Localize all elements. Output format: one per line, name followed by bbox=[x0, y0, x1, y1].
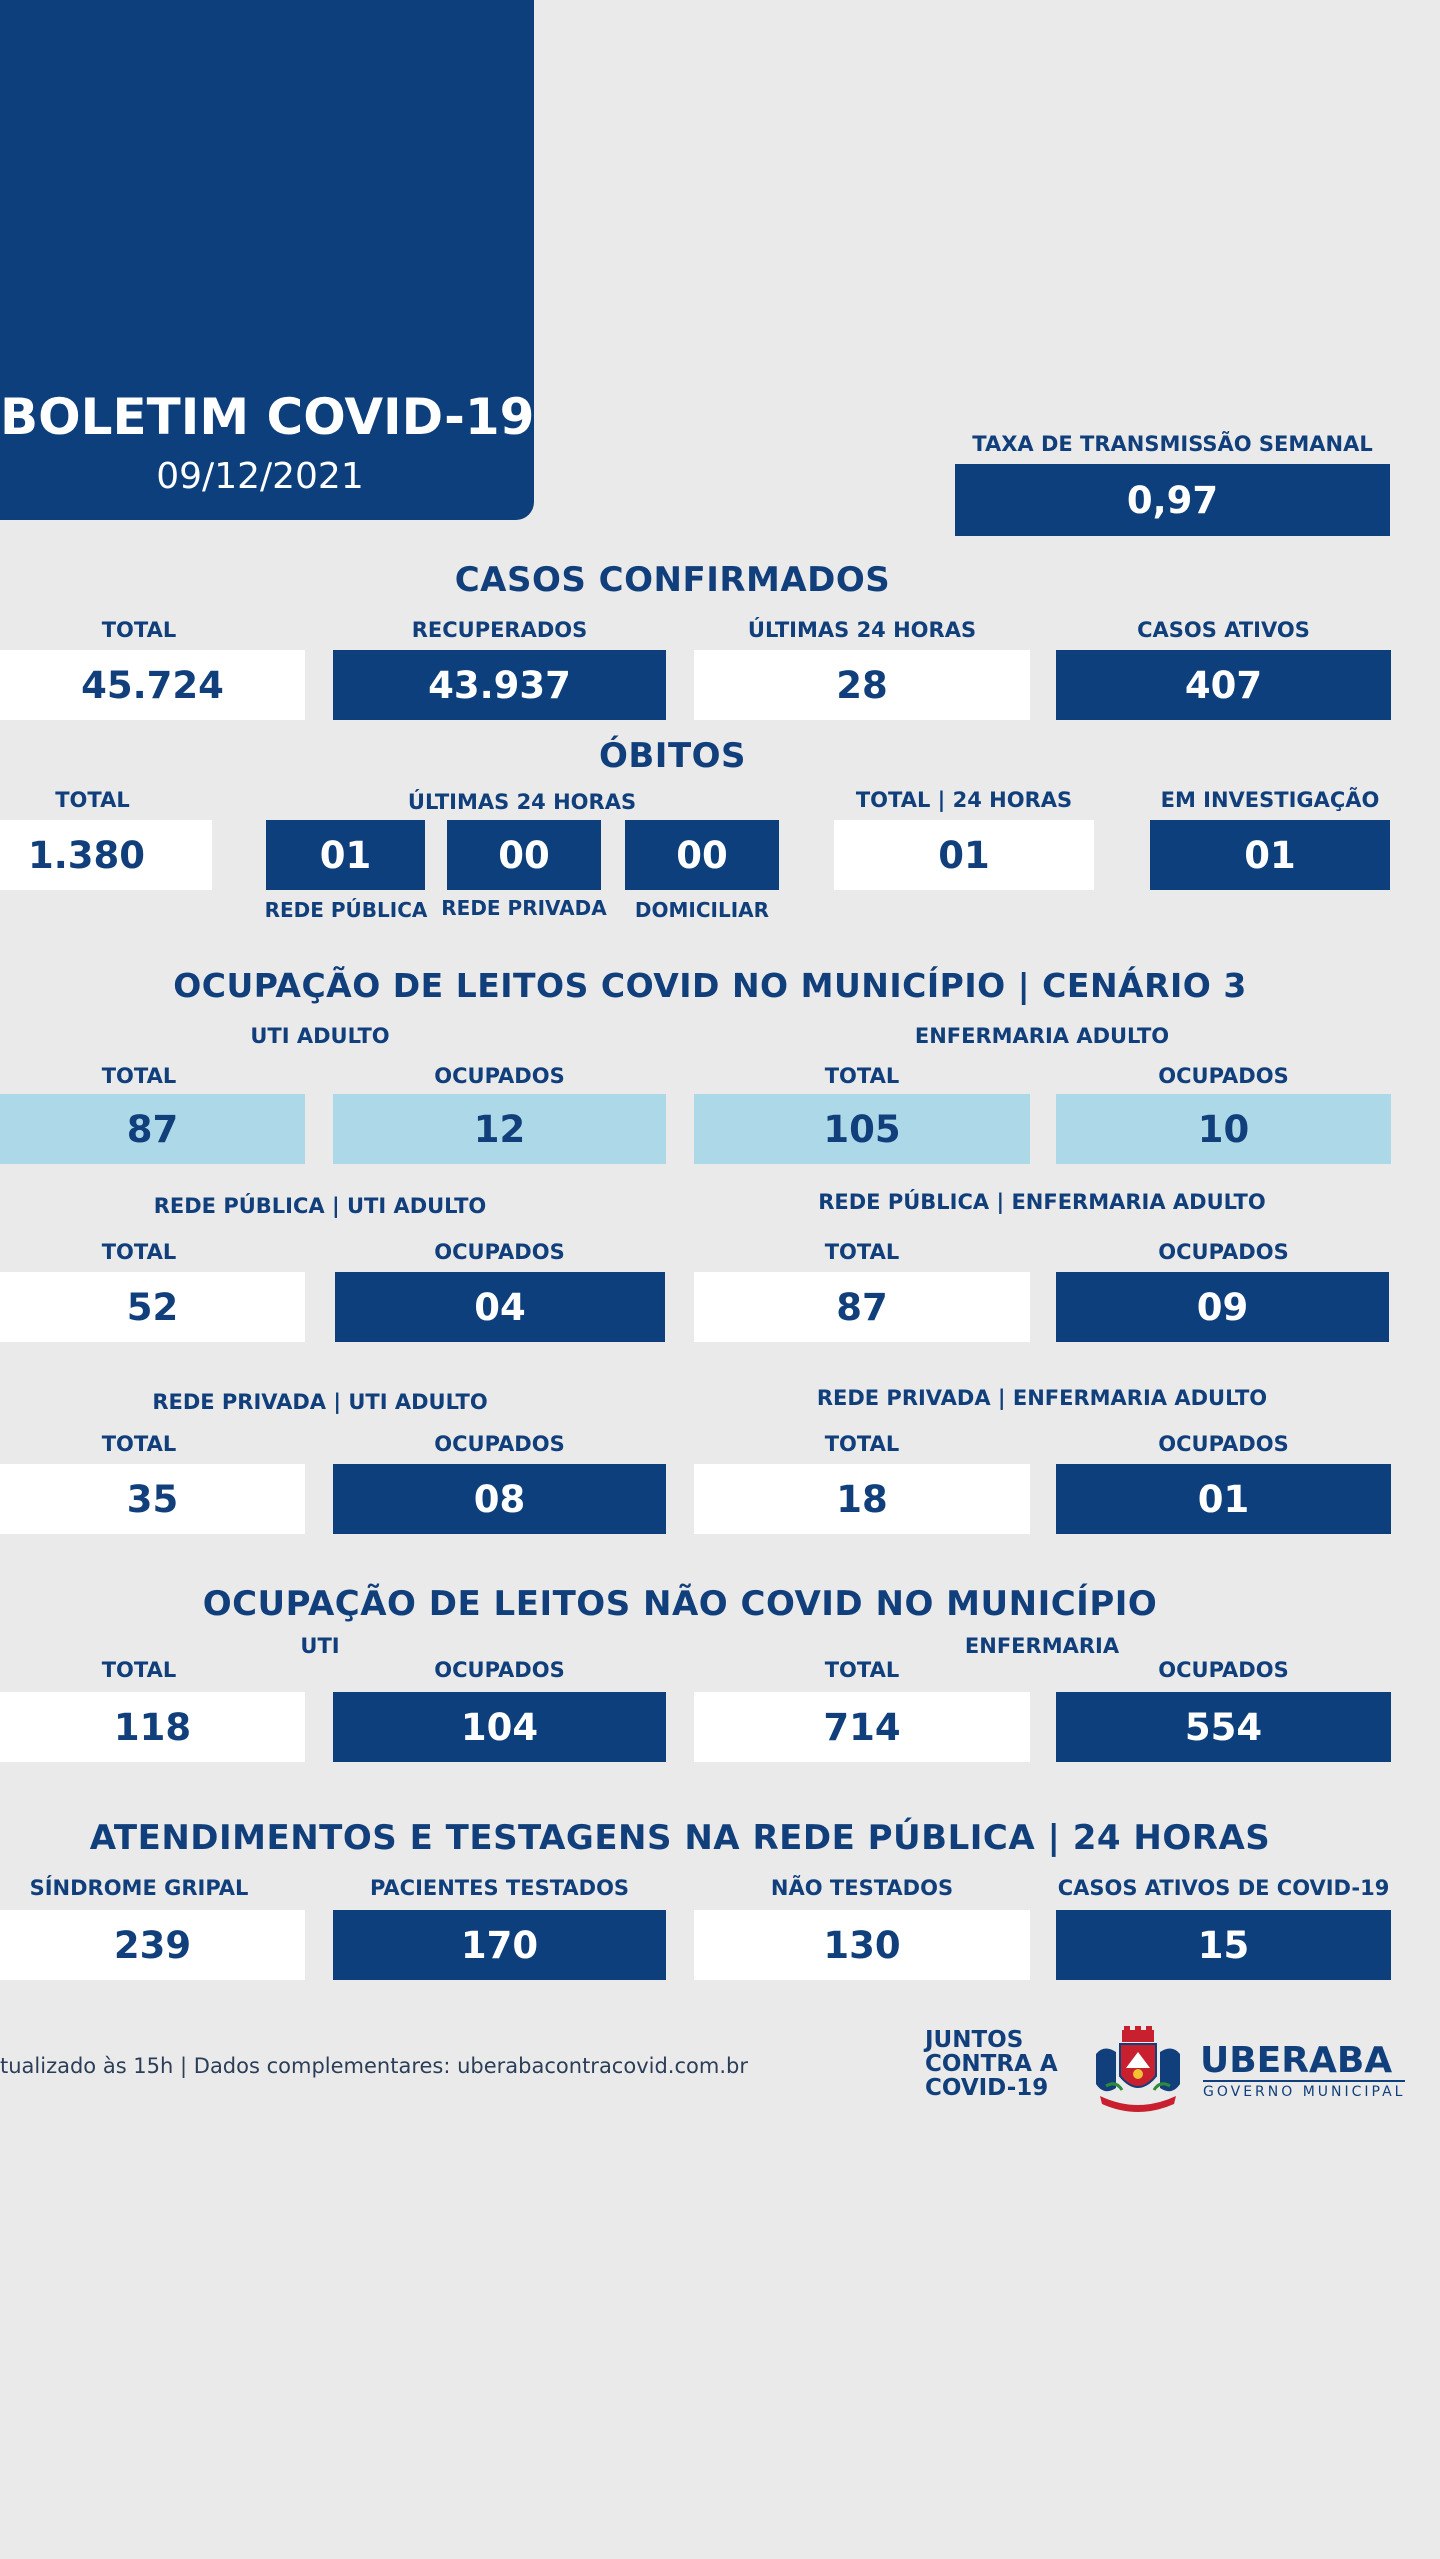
covid-uti-occupied: 12 bbox=[333, 1094, 666, 1164]
coat-of-arms-icon bbox=[1086, 2024, 1190, 2116]
public-ward-total: 87 bbox=[694, 1272, 1030, 1342]
public-uti-total-label: TOTAL bbox=[101, 1240, 177, 1264]
testing-active: 15 bbox=[1056, 1910, 1391, 1980]
public-ward-label: REDE PÚBLICA | ENFERMARIA ADULTO bbox=[818, 1190, 1266, 1214]
testing-tested-label: PACIENTES TESTADOS bbox=[369, 1876, 630, 1900]
confirmed-total: 45.724 bbox=[0, 650, 305, 720]
covid-ward-label: ENFERMARIA ADULTO bbox=[914, 1024, 1170, 1048]
private-uti-label: REDE PRIVADA | UTI ADULTO bbox=[152, 1390, 488, 1414]
private-ward-occupied-label: OCUPADOS bbox=[1158, 1432, 1289, 1456]
transmission-label: TAXA DE TRANSMISSÃO SEMANAL bbox=[972, 432, 1373, 456]
juntos-line1: JUNTOS bbox=[925, 2027, 1024, 2053]
confirmed-active: 407 bbox=[1056, 650, 1391, 720]
deaths-last24-label: ÚLTIMAS 24 HORAS bbox=[407, 790, 637, 814]
juntos-line2: CONTRA A bbox=[925, 2051, 1058, 2077]
deaths-total: 1.380 bbox=[0, 820, 212, 890]
private-uti-total-label: TOTAL bbox=[101, 1432, 177, 1456]
deaths-total-label: TOTAL bbox=[55, 788, 130, 812]
testing-flu-label: SÍNDROME GRIPAL bbox=[29, 1876, 249, 1900]
public-ward-total-label: TOTAL bbox=[824, 1240, 900, 1264]
covid-uti-label: UTI ADULTO bbox=[250, 1024, 390, 1048]
confirmed-active-label: CASOS ATIVOS bbox=[1137, 618, 1310, 642]
juntos-contra-covid-logo bbox=[925, 2028, 1058, 2100]
confirmed-recovered: 43.937 bbox=[333, 650, 666, 720]
private-ward-total-label: TOTAL bbox=[824, 1432, 900, 1456]
private-ward-occupied: 01 bbox=[1056, 1464, 1391, 1534]
noncovid-uti-occupied: 104 bbox=[333, 1692, 666, 1762]
confirmed-last24: 28 bbox=[694, 650, 1030, 720]
private-uti-occupied: 08 bbox=[333, 1464, 666, 1534]
confirmed-total-label: TOTAL bbox=[101, 618, 177, 642]
testing-untested-label: NÃO TESTADOS bbox=[770, 1876, 954, 1900]
deaths-investigation-label: EM INVESTIGAÇÃO bbox=[1160, 788, 1380, 812]
deaths-title: ÓBITOS bbox=[598, 736, 747, 776]
covid-uti-total-label: TOTAL bbox=[101, 1064, 177, 1088]
noncovid-uti-occupied-label: OCUPADOS bbox=[434, 1658, 565, 1682]
deaths-public-label: REDE PÚBLICA bbox=[264, 898, 428, 922]
transmission-value: 0,97 bbox=[955, 464, 1390, 536]
noncovid-uti-total: 118 bbox=[0, 1692, 305, 1762]
footer-text: tualizado às 15h | Dados complementares: uberabacontracovid.com.br bbox=[0, 2054, 748, 2078]
testing-tested: 170 bbox=[333, 1910, 666, 1980]
testing-flu: 239 bbox=[0, 1910, 305, 1980]
testing-title: ATENDIMENTOS E TESTAGENS NA REDE PÚBLICA | 24 HORAS bbox=[89, 1818, 1271, 1858]
bulletin-title: BOLETIM COVID-19 bbox=[0, 388, 535, 446]
deaths-total24-label: TOTAL | 24 HORAS bbox=[855, 788, 1073, 812]
private-uti-total: 35 bbox=[0, 1464, 305, 1534]
deaths-investigation: 01 bbox=[1150, 820, 1390, 890]
bulletin-date: 09/12/2021 bbox=[156, 456, 364, 497]
noncovid-uti-total-label: TOTAL bbox=[101, 1658, 177, 1682]
noncovid-uti-label: UTI bbox=[300, 1634, 340, 1658]
covid-beds-title: OCUPAÇÃO DE LEITOS COVID NO MUNICÍPIO | CENÁRIO 3 bbox=[173, 966, 1247, 1005]
deaths-home: 00 bbox=[625, 820, 779, 890]
public-ward-occupied-label: OCUPADOS bbox=[1158, 1240, 1289, 1264]
noncovid-ward-occupied: 554 bbox=[1056, 1692, 1391, 1762]
deaths-home-label: DOMICILIAR bbox=[634, 898, 770, 922]
covid-ward-occupied: 10 bbox=[1056, 1094, 1391, 1164]
confirmed-recovered-label: RECUPERADOS bbox=[411, 618, 588, 642]
uberaba-logo-text: UBERABA bbox=[1200, 2040, 1393, 2081]
testing-untested: 130 bbox=[694, 1910, 1030, 1980]
deaths-public: 01 bbox=[266, 820, 425, 890]
confirmed-last24-label: ÚLTIMAS 24 HORAS bbox=[747, 618, 977, 642]
noncovid-ward-label: ENFERMARIA bbox=[964, 1634, 1120, 1658]
public-uti-occupied: 04 bbox=[335, 1272, 665, 1342]
noncovid-ward-total-label: TOTAL bbox=[824, 1658, 900, 1682]
noncovid-beds-title: OCUPAÇÃO DE LEITOS NÃO COVID NO MUNICÍPIO bbox=[202, 1584, 1158, 1624]
covid-ward-total-label: TOTAL bbox=[824, 1064, 900, 1088]
public-uti-occupied-label: OCUPADOS bbox=[434, 1240, 565, 1264]
public-uti-label: REDE PÚBLICA | UTI ADULTO bbox=[153, 1194, 487, 1218]
juntos-line3: COVID-19 bbox=[925, 2075, 1049, 2101]
deaths-total24: 01 bbox=[834, 820, 1094, 890]
covid-uti-occupied-label: OCUPADOS bbox=[434, 1064, 565, 1088]
noncovid-ward-occupied-label: OCUPADOS bbox=[1158, 1658, 1289, 1682]
public-uti-total: 52 bbox=[0, 1272, 305, 1342]
private-ward-label: REDE PRIVADA | ENFERMARIA ADULTO bbox=[816, 1386, 1268, 1410]
public-ward-occupied: 09 bbox=[1056, 1272, 1389, 1342]
deaths-private: 00 bbox=[447, 820, 601, 890]
testing-active-label: CASOS ATIVOS DE COVID-19 bbox=[1057, 1876, 1390, 1900]
governo-municipal-text: GOVERNO MUNICIPAL bbox=[1203, 2080, 1405, 2100]
noncovid-ward-total: 714 bbox=[694, 1692, 1030, 1762]
covid-ward-occupied-label: OCUPADOS bbox=[1158, 1064, 1289, 1088]
private-uti-occupied-label: OCUPADOS bbox=[434, 1432, 565, 1456]
deaths-private-label: REDE PRIVADA bbox=[441, 896, 607, 920]
covid-ward-total: 105 bbox=[694, 1094, 1030, 1164]
confirmed-title: CASOS CONFIRMADOS bbox=[454, 560, 891, 600]
private-ward-total: 18 bbox=[694, 1464, 1030, 1534]
covid-uti-total: 87 bbox=[0, 1094, 305, 1164]
